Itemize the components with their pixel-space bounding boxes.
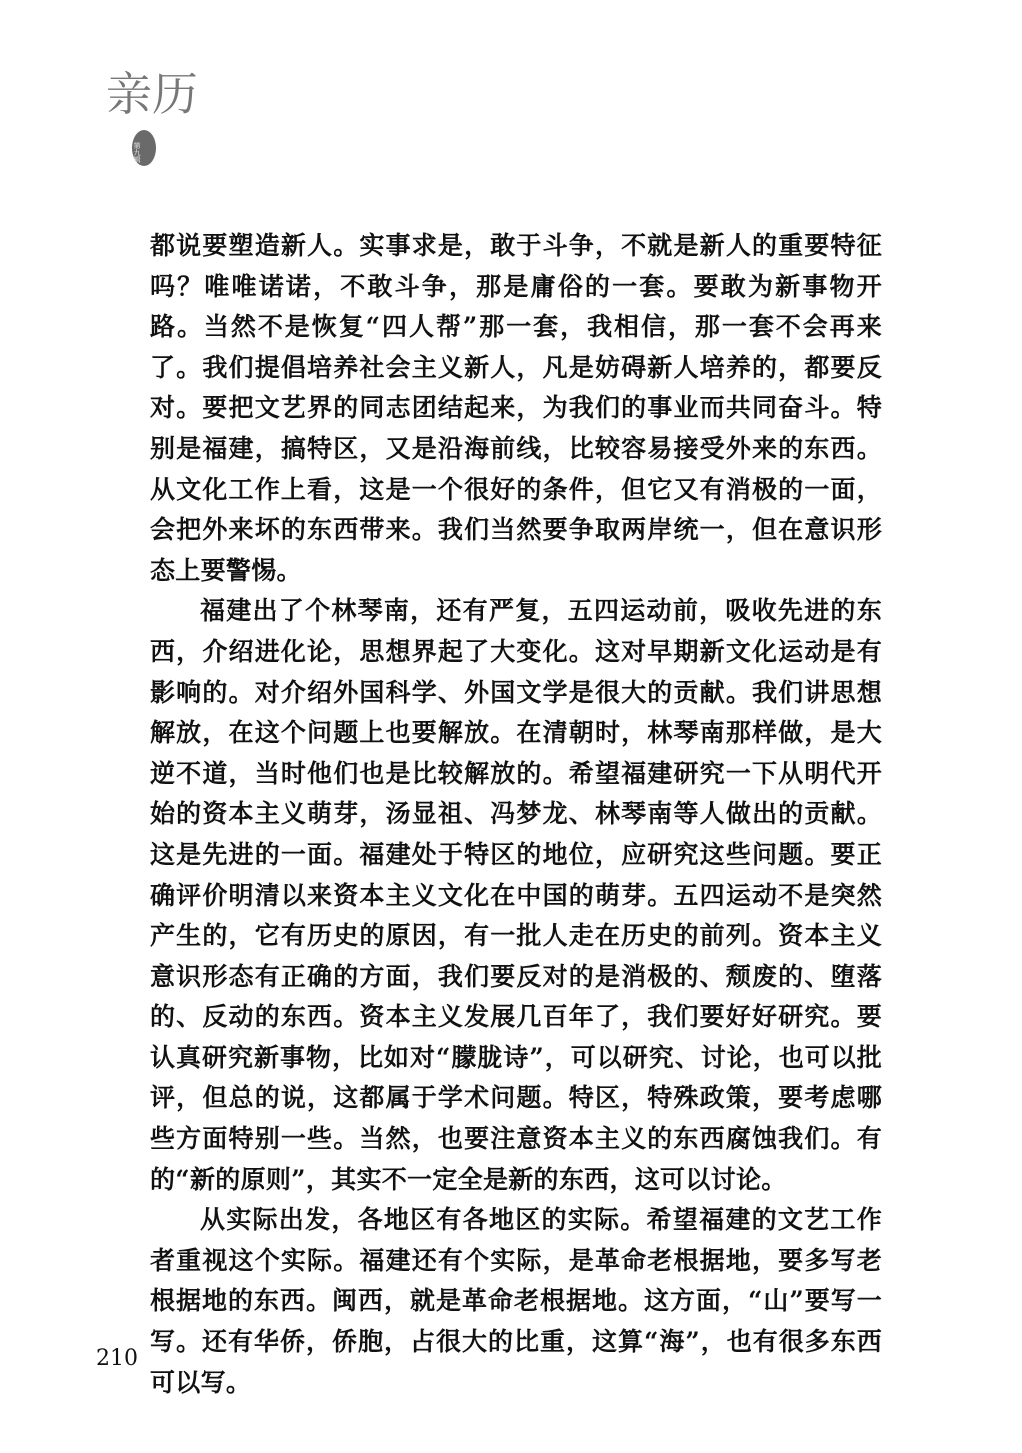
paragraph-2: 福建出了个林琴南，还有严复，五四运动前，吸收先进的东西，介绍进化论，思想界起了大变化。这对早期新文化运动是有影响的。对介绍外国科学、外国文学是很大的贡献。我们讲思想解放，在这个问题上也要解放。在清朝时，林琴南那样做，是大逆不道，当时他们也是比较解放的。希望福建研究一下从明代开始的资本主义萌芽，汤显祖、冯梦龙、林琴南等人做出的贡献。这是先进的一面。福建处于特区的地位，应研究这些问题。要正确评价明清以来资本主义文化在中国的萌芽。五四运动不是突然产生的，它有历史的原因，有一批人走在历史的前列。资本主义意识形态有正确的方面，我们要反对的是消极的、颓废的、堕落的、反动的东西。资本主义发展几百年了，我们要好好研究。要认真研究新事物，比如对“朦胧诗”，可以研究、讨论，也可以批评，但总的说，这都属于学术问题。特区，特殊政策，要考虑哪些方面特别一些。当然，也要注意资本主义的东西腐蚀我们。有的“新的原则”，其实不一定全是新的东西，这可以讨论。: [150, 596, 882, 1194]
logo-sub-text: 第九辑: [133, 142, 141, 163]
page-number: 210: [96, 1346, 138, 1371]
paragraph-1: 都说要塑造新人。实事求是，敢于斗争，不就是新人的重要特征吗？唯唯诺诺，不敢斗争，那是庸俗的一套。要敢为新事物开路。当然不是恢复“四人帮”那一套，我相信，那一套不会再来了。我们提倡培养社会主义新人，凡是妨碍新人培养的，都要反对。要把文艺界的同志团结起来，为我们的事业而共同奋斗。特别是福建，搞特区，又是沿海前线，比较容易接受外来的东西。从文化工作上看，这是一个很好的条件，但它又有消极的一面，会把外来坏的东西带来。我们当然要争取两岸统一，但在意识形态上要警惕。: [150, 231, 882, 585]
series-logo: [78, 62, 198, 182]
series-logo-graphic: [78, 62, 198, 182]
logo-char-1: 亲历: [106, 67, 198, 121]
paragraph-3: 从实际出发，各地区有各地区的实际。希望福建的文艺工作者重视这个实际。福建还有个实际，是革命老根据地，要多写老根据地的东西。闽西，就是革命老根据地。这方面，“山”要写一写。还有华侨，侨胞，占很大的比重，这算“海”，也有很多东西可以写。: [150, 1205, 882, 1397]
body-text: [150, 226, 882, 1403]
